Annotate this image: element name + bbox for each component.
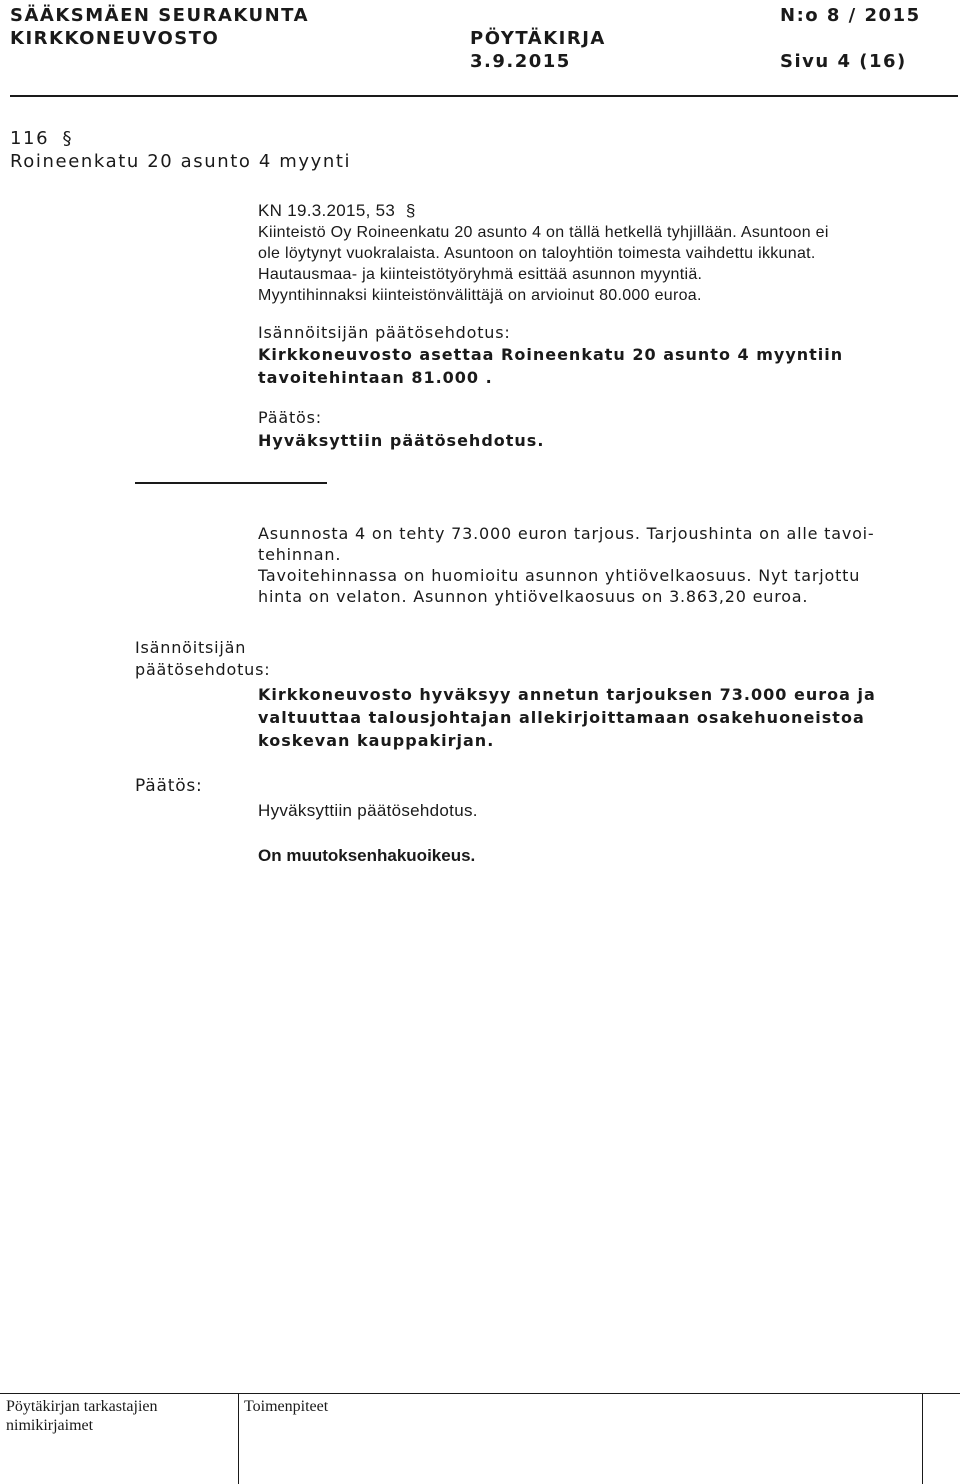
decision-1-text: Hyväksyttiin päätösehdotus. xyxy=(258,431,545,450)
meeting-date: 3.9.2015 xyxy=(470,51,571,72)
footer-initials-label-line2: nimikirjaimet xyxy=(6,1417,94,1434)
section-sign-icon: § xyxy=(62,128,74,149)
background-line: Kiinteistö Oy Roineenkatu 20 asunto 4 on tällä hetkellä tyhjillään. Asuntoon ei xyxy=(258,224,829,241)
section-number: 116 xyxy=(10,128,50,149)
proposal-1-line: Kirkkoneuvosto asettaa Roineenkatu 20 asunto 4 myyntiin xyxy=(258,345,844,364)
section-sign-icon: § xyxy=(405,201,416,220)
footer-top-border xyxy=(0,1393,960,1394)
update-line: hinta on velaton. Asunnon yhtiövelkaosuus on 3.863,20 euroa. xyxy=(258,587,809,606)
update-line: tehinnan. xyxy=(258,545,342,564)
footer-actions-label: Toimenpiteet xyxy=(244,1398,329,1415)
short-divider xyxy=(135,482,327,484)
proposal-2-line: koskevan kauppakirjan. xyxy=(258,731,495,750)
proposal-2-line: Kirkkoneuvosto hyväksyy annetun tarjouksen 73.000 euroa ja xyxy=(258,685,876,704)
document-type: PÖYTÄKIRJA xyxy=(470,28,606,49)
decision-1 xyxy=(258,407,544,452)
reference-row xyxy=(258,200,829,222)
document-number: N:o 8 / 2015 xyxy=(780,5,921,26)
header-divider xyxy=(10,95,958,97)
section-number-row xyxy=(10,128,73,149)
background-line: Myyntihinnaksi kiinteistönvälittäjä on arvioinut 80.000 euroa. xyxy=(258,287,702,304)
footer-column-divider-2 xyxy=(922,1393,923,1484)
proposal-2-line: valtuuttaa talousjohtajan allekirjoittamaan osakehuoneistoa xyxy=(258,708,865,727)
footer-initials-label-line1: Pöytäkirjan tarkastajien xyxy=(6,1398,158,1415)
appeal-notice: On muutoksenhakuoikeus. xyxy=(258,846,476,865)
decision-2-label: Päätös: xyxy=(135,776,203,796)
update-line: Tavoitehinnassa on huomioitu asunnon yhtiövelkaosuus. Nyt tarjottu xyxy=(258,566,861,585)
proposal-2-label-line1: Isännöitsijän xyxy=(135,638,247,657)
proposal-1-label: Isännöitsijän päätösehdotus: xyxy=(258,323,511,342)
reference: KN 19.3.2015, 53 xyxy=(258,201,396,220)
proposal-1 xyxy=(258,322,843,389)
section-title: Roineenkatu 20 asunto 4 myynti xyxy=(10,151,352,172)
update-line: Asunnosta 4 on tehty 73.000 euron tarjous. Tarjoushinta on alle tavoi- xyxy=(258,524,875,543)
decision-1-label: Päätös: xyxy=(258,408,322,427)
background-line: ole löytynyt vuokralaista. Asuntoon on taloyhtiön toimesta vaihdettu ikkunat. xyxy=(258,245,816,262)
footer-column-divider-1 xyxy=(238,1393,239,1484)
proposal-1-line: tavoitehintaan 81.000 . xyxy=(258,368,493,387)
update-paragraph xyxy=(258,523,875,607)
proposal-2-label-line2: päätösehdotus: xyxy=(135,660,271,679)
background-paragraph xyxy=(258,200,829,306)
decision-2-text: Hyväksyttiin päätösehdotus. xyxy=(258,801,478,820)
proposal-2 xyxy=(258,683,876,752)
org-name: SÄÄKSMÄEN SEURAKUNTA xyxy=(10,5,309,26)
background-line: Hautausmaa- ja kiinteistötyöryhmä esittää asunnon myyntiä. xyxy=(258,266,703,283)
governing-body: KIRKKONEUVOSTO xyxy=(10,28,220,49)
page-number: Sivu 4 (16) xyxy=(780,51,907,72)
